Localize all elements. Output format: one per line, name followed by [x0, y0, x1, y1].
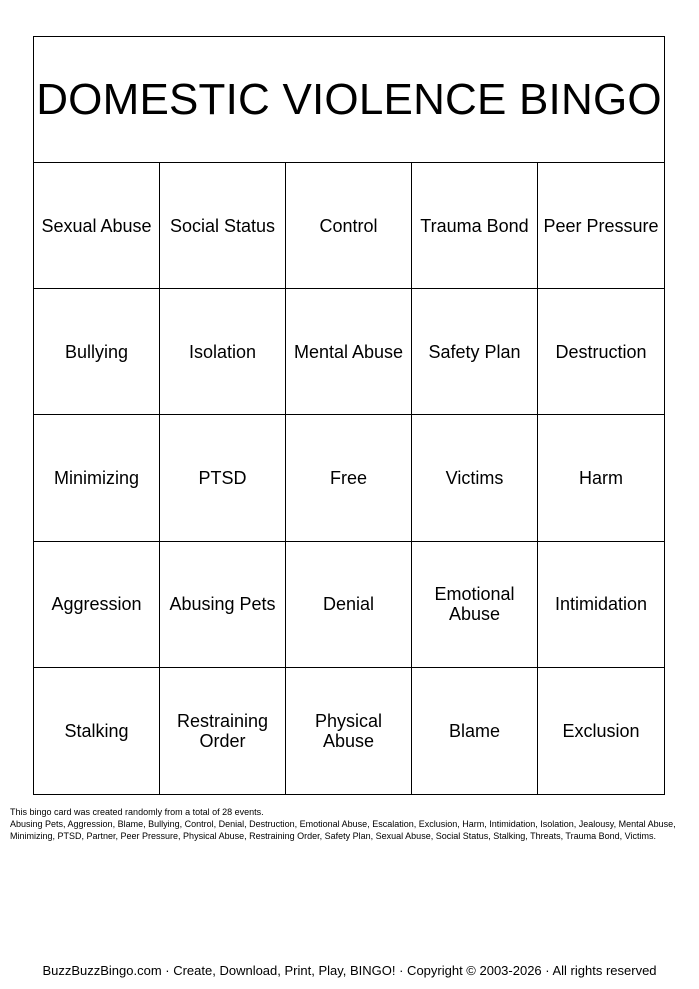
bingo-cell-label: Minimizing	[53, 467, 140, 488]
bingo-cell-label: Stalking	[64, 720, 129, 741]
bingo-cell-label: Control	[319, 215, 378, 236]
bingo-cell	[286, 668, 412, 794]
bingo-cell-label: Exclusion	[562, 720, 640, 741]
bingo-cell-label: Victims	[445, 467, 504, 488]
bingo-cell	[286, 163, 412, 289]
bingo-cell-label: PTSD	[198, 467, 247, 488]
bingo-cell-label: Free	[329, 467, 367, 488]
bingo-cell	[160, 542, 286, 668]
bingo-cell-label: Restraining Order	[176, 710, 269, 751]
bingo-cell	[286, 542, 412, 668]
bingo-cell-label: Destruction	[555, 341, 647, 362]
bingo-card	[33, 36, 665, 795]
bingo-cell	[160, 415, 286, 541]
bingo-cell	[160, 163, 286, 289]
bingo-cell-label: Intimidation	[554, 594, 648, 615]
events-summary: This bingo card was created randomly from a total of 28 events.	[10, 807, 264, 817]
bingo-cell	[34, 542, 160, 668]
bingo-cell	[538, 668, 664, 794]
bingo-cell-label: Sexual Abuse	[41, 215, 152, 236]
bingo-cell-label: Peer Pressure	[543, 215, 659, 236]
events-list: Abusing Pets, Aggression, Blame, Bullying, Control, Denial, Destruction, Emotional Abuse, Escalation, Exclusion, Harm, Intimidation, Isolation, Jealousy, Mental Abuse, Minimizing, PTSD, Partner, Peer Pressure, Physical Abuse, Restraining Order, Safety Plan, Sexual Abuse, Social Status, Stalking, Threats, Trauma Bond, Victims.	[10, 819, 676, 841]
bingo-cell	[34, 163, 160, 289]
bingo-cell	[34, 289, 160, 415]
bingo-cell	[538, 289, 664, 415]
bingo-cell-label: Aggression	[51, 594, 142, 615]
bingo-cell	[538, 163, 664, 289]
bingo-cell	[412, 289, 538, 415]
bingo-cell-label: Isolation	[188, 341, 257, 362]
bingo-cell-label: Blame	[448, 720, 501, 741]
bingo-cell-label: Emotional Abuse	[434, 584, 515, 625]
bingo-cell	[160, 289, 286, 415]
page-footer: BuzzBuzzBingo.com · Create, Download, Print, Play, BINGO! · Copyright © 2003-2026 · All rights reserved	[42, 963, 657, 978]
bingo-cell-label: Harm	[579, 467, 623, 488]
title-box	[34, 37, 664, 163]
bingo-cell	[412, 542, 538, 668]
bingo-cell	[538, 542, 664, 668]
bingo-grid	[34, 163, 664, 794]
bingo-cell-label: Denial	[322, 594, 375, 615]
card-title: DOMESTIC VIOLENCE BINGO	[36, 74, 662, 124]
bingo-cell	[160, 668, 286, 794]
bingo-cell-label: Physical Abuse	[314, 710, 383, 751]
bingo-cell	[412, 668, 538, 794]
bingo-cell	[34, 668, 160, 794]
bingo-cell-label: Social Status	[169, 215, 276, 236]
card-info	[10, 806, 690, 842]
bingo-cell	[286, 415, 412, 541]
bingo-cell-label: Bullying	[64, 341, 129, 362]
bingo-cell	[412, 415, 538, 541]
bingo-cell-label: Safety Plan	[428, 341, 521, 362]
bingo-cell	[412, 163, 538, 289]
bingo-cell-label: Trauma Bond	[420, 215, 529, 236]
bingo-cell	[538, 415, 664, 541]
bingo-cell	[34, 415, 160, 541]
bingo-cell-label: Abusing Pets	[169, 594, 276, 615]
bingo-cell-label: Mental Abuse	[293, 341, 404, 362]
bingo-cell	[286, 289, 412, 415]
